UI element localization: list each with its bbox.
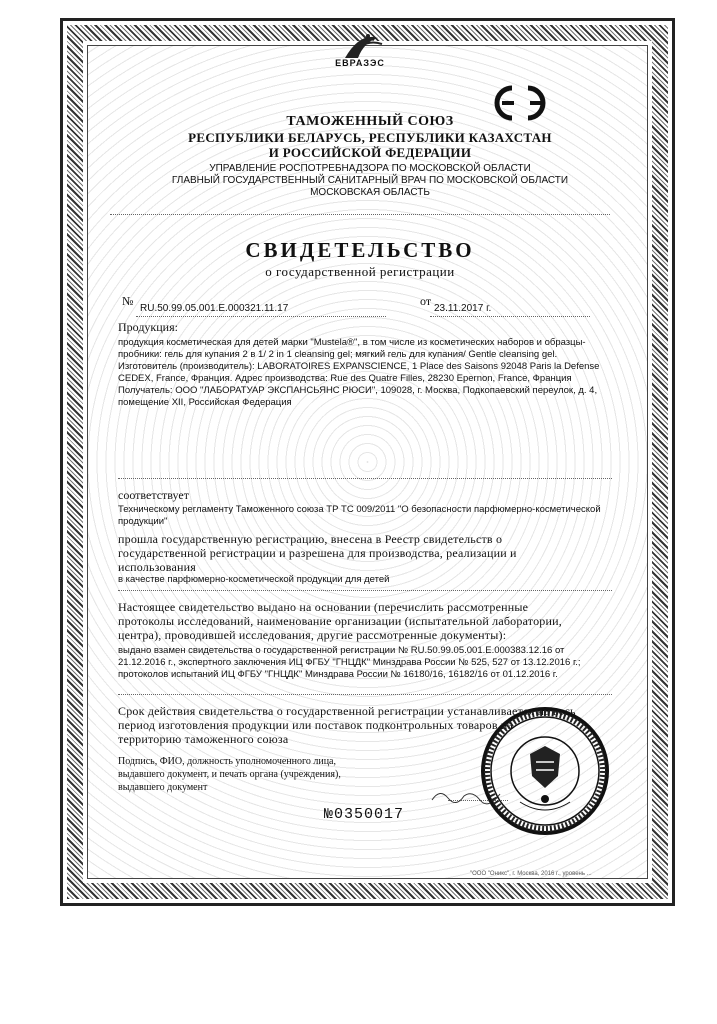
certificate-title: СВИДЕТЕЛЬСТВО (245, 238, 475, 262)
date-label: от (420, 294, 432, 308)
registration-line: государственной регистрации и разрешена для производства, реализации и (118, 546, 517, 560)
union-title-line2: РЕСПУБЛИКИ БЕЛАРУСЬ, РЕСПУБЛИКИ КАЗАХСТАН (188, 130, 552, 145)
header-separator (110, 214, 610, 215)
validity-line: Срок действия свидетельства о государственной регистрации устанавливается на весь (118, 704, 576, 718)
conformity-line: продукции" (118, 516, 168, 527)
product-line: пробники: гель для купания 2 в 1/ 2 in 1 cleansing gel; мягкий гель для купания/ Gentle cleansing gel. (118, 349, 558, 360)
validity-line: период изготовления продукции или поставок подконтрольных товаров на (118, 718, 514, 732)
basis-line: Настоящее свидетельство выдано на основании (перечислить рассмотренные (118, 600, 529, 614)
product-line: CEDEX, France, Франция. Адрес производства: Rue des Quatre Filles, 28230 Epernon, France, Франция (118, 373, 572, 384)
basis-document-line: 21.12.2016 г., экспертного заключения ИЦ ФГБУ "ГНЦДК" Минздрава России № 525, 527 от 13.12.2016 г.; (118, 657, 581, 668)
eurasec-logo (320, 28, 400, 76)
number-underline (136, 316, 386, 317)
basis-document-line: выдано взамен свидетельства о государственной регистрации № RU.50.99.05.001.Е.000383.12.16 от (118, 645, 565, 656)
number-label: № (122, 294, 134, 308)
basis-line: центра), проводившей исследования, другие рассмотренные документы): (118, 628, 507, 642)
basis-document-line: протоколов испытаний ИЦ ФГБУ "ГНЦДК" Минздрава России № 16180/16, 16182/16 от 01.12.2016 г. (118, 669, 558, 680)
issuer-line1: УПРАВЛЕНИЕ РОСПОТРЕБНАДЗОРА ПО МОСКОВСКОЙ ОБЛАСТИ (209, 163, 531, 174)
signature-caption-line: выдавшего документ (118, 782, 208, 793)
registration-line: прошла государственную регистрацию, внесена в Реестр свидетельств о (118, 532, 503, 546)
product-line: Получатель: ООО "ЛАБОРАТУАР ЭКСПАНСЬЯНС РЮСИ", 109028, г. Москва, Подкопаевский переулок, д. 4, (118, 385, 598, 396)
basis-line: протоколы исследований, наименование организации (испытательной лаборатории, (118, 614, 562, 628)
signature-caption-line: выдавшего документ, и печать органа (учреждения), (118, 769, 341, 780)
union-title-line3: И РОССИЙСКОЙ ФЕДЕРАЦИИ (268, 145, 472, 160)
product-line: помещение XII, Российская Федерация (118, 397, 292, 408)
certificate-date: 23.11.2017 г. (434, 303, 492, 314)
validity-line: территорию таможенного союза (118, 732, 289, 746)
conformity-label: соответствует (118, 488, 189, 502)
conformity-line: Техническому регламенту Таможенного союза ТР ТС 009/2011 "О безопасности парфюмерно-косметической (118, 504, 601, 515)
issuer-line2: ГЛАВНЫЙ ГОСУДАРСТВЕННЫЙ САНИТАРНЫЙ ВРАЧ ПО МОСКОВСКОЙ ОБЛАСТИ (171, 175, 569, 186)
signature-caption-line: Подпись, ФИО, должность уполномоченного лица, (118, 756, 336, 767)
issuer-line3: МОСКОВСКАЯ ОБЛАСТЬ (310, 187, 430, 198)
registration-line: использования (118, 560, 196, 574)
logo-text: ЕВРАЗЭС (335, 58, 385, 68)
product-separator (118, 478, 612, 479)
union-title-line1: ТАМОЖЕННЫЙ СОЮЗ (286, 114, 454, 129)
printer-footer: "ООО "Оникс", г. Москва, 2016 г., уровень ... (470, 871, 592, 877)
certificate-number: RU.50.99.05.001.Е.000321.11.17 (140, 303, 289, 314)
certificate-subtitle: о государственной регистрации (265, 264, 455, 279)
basis-separator (118, 694, 612, 695)
registration-separator (118, 590, 612, 591)
product-label: Продукция: (118, 320, 178, 334)
product-line: Изготовитель (производитель): LABORATOIRES EXPANSCIENCE, 1 Place des Saisons 92048 Paris la Defense (118, 361, 600, 372)
official-seal-stamp (480, 706, 610, 836)
form-number: №0350017 (324, 806, 405, 823)
product-line: продукция косметическая для детей марки "Mustela®", в том числе из косметических наборов и образцы- (118, 337, 586, 348)
date-underline (430, 316, 590, 317)
usage-text: в качестве парфюмерно-косметической продукции для детей (118, 574, 390, 585)
